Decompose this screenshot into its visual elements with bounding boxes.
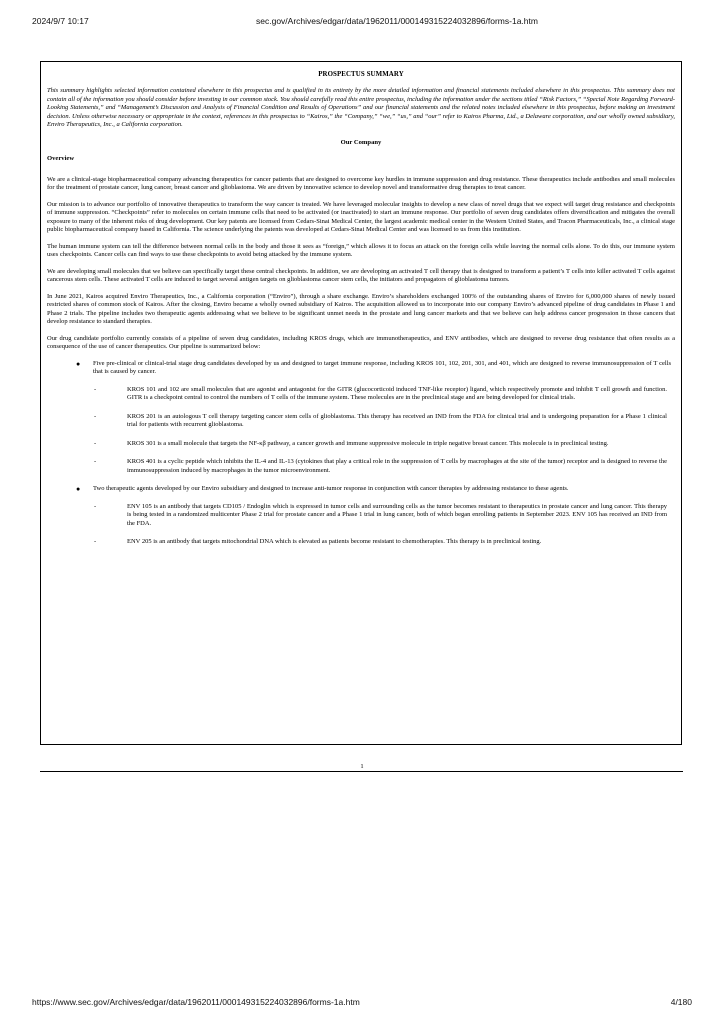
list-item — [47, 485, 675, 547]
page-divider — [40, 771, 683, 772]
bullet-text: Two therapeutic agents developed by our Enviro subsidiary and designed to increase anti-tumor response in conjunction with cancer therapies by addressing resistance to these agents. — [93, 485, 569, 492]
sub-list-item — [93, 503, 671, 529]
print-footer-url: https://www.sec.gov/Archives/edgar/data/1962011/000149315224032896/forms-1a.htm — [32, 997, 360, 1007]
paragraph: We are developing small molecules that we believe can specifically target these central checkpoints. In addition, we are developing an activated T cell therapy that is designed to transform a patient’s T cells into killer activated T cells against cancerous stem cells. These activated T cells are induced to target several antigen targets on glioblastoma cancer stem cells, the initiators and propagators of glioblastoma tumors. — [47, 267, 675, 283]
page-number: 1 — [360, 763, 364, 770]
dash-icon: - — [94, 458, 97, 465]
sub-list — [93, 386, 671, 476]
bullet-text: Five pre-clinical or clinical-trial stage drug candidates developed by us and designed to target immune response, including KROS 101, 102, 201, 301, and 401, which are designed to reverse immunosuppression of T cells that is caused by cancer. — [93, 359, 671, 375]
print-header-url: sec.gov/Archives/edgar/data/1962011/000149315224032896/forms-1a.htm — [256, 16, 538, 26]
sub-item-text: KROS 101 and 102 are small molecules that are agonist and antagonist for the GITR (glucocorticoid induced TNF-like receptor) ligand, which respectively promote and inhibit T cell growth and function. GITR is a checkpoint central to control the numbers of T cells of the immune system. These molecules are in the preclinical stage and are being developed for clinical trials. — [127, 385, 667, 401]
dash-icon: - — [94, 538, 97, 545]
intro-paragraph: This summary highlights selected information contained elsewhere in this prospectus and is qualified in its entirety by the more detailed information and financial statements included elsewhere in this prospectus. This summary does not contain all of the information you should consider before investing in our common stock. You should carefully read this entire prospectus, including the information under the sections titled “Risk Factors,” “Special Note Regarding Forward-Looking Statements,” and “Management’s Discussion and Analysis of Financial Condition and Results of Operations” and our financial statements and the related notes included elsewhere in this prospectus, before making an investment decision. Unless otherwise necessary or appropriate in the context, references in this prospectus to “Kairos,” the “Company,” “we,” “us,” and “our” refer to Kairos Pharma, Ltd., a Delaware corporation, and our wholly owned subsidiary, Enviro Therapeutics, Inc., a California corporation. — [47, 87, 675, 128]
paragraph: Our drug candidate portfolio currently consists of a pipeline of seven drug candidates, including KROS drugs, which are immunotherapeutics, and ENV antibodies, which are designed to reverse drug resistance that often results as a consequence of the use of cancer therapeutics. Our pipeline is summarized below: — [47, 334, 675, 350]
bullet-icon: ● — [76, 485, 81, 493]
paragraph: We are a clinical-stage biopharmaceutical company advancing therapeutics for cancer patients that are designed to overcome key hurdles in immune suppression and drug resistance. These therapeutics include antibodies and small molecules for the treatment of prostate cancer, lung cancer, breast cancer and glioblastoma. We are driven by innovative science to develop novel and transformative drug therapies to treat cancer. — [47, 175, 675, 191]
sub-list-item — [93, 440, 671, 449]
section-title: Our Company — [340, 138, 382, 146]
print-page-count: 4/180 — [670, 997, 692, 1007]
document-title: PROSPECTUS SUMMARY — [318, 71, 404, 78]
document-frame — [40, 61, 682, 745]
sub-item-text: ENV 105 is an antibody that targets CD105 / Endoglin which is expressed in tumor cells and surrounding cells as the tumor becomes resistant to therapeutics in prostate cancer and lung cancer. This therapy is being tested in a randomized multicenter Phase 2 trial for prostate cancer and a Phase 1 trial in lung cancer, both of which began enrolling patients in September 2023. ENV 105 has received an IND from the FDA. — [127, 502, 667, 527]
sub-item-text: ENV 205 is an antibody that targets mitochondrial DNA which is elevated as patients become resistant to chemotherapies. This therapy is in preclinical testing. — [127, 538, 542, 545]
bullet-icon: ● — [76, 359, 81, 368]
pipeline-list — [47, 360, 675, 547]
sub-list-item — [93, 386, 671, 403]
print-timestamp: 2024/9/7 10:17 — [32, 16, 89, 26]
list-item — [47, 360, 675, 476]
sub-list-item — [93, 413, 671, 430]
sub-list-item — [93, 538, 671, 547]
sub-item-text: KROS 401 is a cyclic peptide which inhibits the IL-4 and IL-13 (cytokines that play a critical role in the suppression of T cells by macrophages at the site of the tumor) receptor and is designed to reverse the immunosuppression induced by macrophages in the tumor microenvironment. — [127, 458, 667, 474]
dash-icon: - — [94, 412, 97, 420]
paragraph: In June 2021, Kairos acquired Enviro Therapeutics, Inc., a California corporation (“Enviro”), through a share exchange. Enviro’s shareholders exchanged 100% of the outstanding shares of Enviro for 6,000,000 shares of newly issued restricted shares of common stock of Kairos. After the closing, Enviro became a wholly owned subsidiary of Kairos. The acquisition allowed us to incorporate into our company Enviro’s advanced pipeline of drug candidates in Phase 1 and Phase 2 trials. The pipeline includes two therapeutic agents addressing what we believe to be significant unmet needs in the prostate and lung cancer markets and that we believe can help address cancer progression in those cancers that develop resistance to standard therapies. — [47, 292, 675, 325]
sub-list-item — [93, 458, 671, 475]
print-header — [32, 16, 692, 28]
sub-list — [93, 503, 671, 547]
sub-item-text: KROS 301 is a small molecule that targets the NF-κβ pathway, a cancer growth and immune suppressive molecule in triple negative breast cancer. This molecule is in preclinical testing. — [127, 439, 609, 447]
sub-item-text: KROS 201 is an autologous T cell therapy targeting cancer stem cells of glioblastoma. This therapy has received an IND from the FDA for clinical trial and is undergoing preparation for a Phase 1 clinical trial for patients with recurrent glioblastoma. — [127, 412, 667, 428]
dash-icon: - — [94, 502, 97, 510]
paragraph: The human immune system can tell the difference between normal cells in the body and those it sees as “foreign,” which allows it to focus an attack on the foreign cells while leaving the normal cells alone. To do this, our immune system uses checkpoints. Cancer cells can find ways to use these checkpoints to avoid being attacked by the immune system. — [47, 242, 675, 258]
subsection-title: Overview — [47, 154, 75, 162]
print-footer — [32, 997, 692, 1009]
paragraph: Our mission is to advance our portfolio of innovative therapeutics to transform the way cancer is treated. We have leveraged molecular insights to develop a new class of novel drugs that we expect will target drug resistance and checkpoints of immune suppression. “Checkpoints” refer to molecules on certain immune cells that need to be activated (or inactivated) to start an immune response. Our portfolio of seven drug candidates offers diversification and mitigates the overall exposure to many of the inherent risks of drug development. Our key patents are licensed from Cedars-Sinai Medical Center, the largest academic medical center in the Western United States, and Tracon Pharmaceuticals, Inc., a clinical stage public biopharmaceutical company based in California. The science underlying the patents was developed at Cedars-Sinai Medical Center and was licensed to us from this institution. — [47, 200, 675, 233]
dash-icon: - — [94, 439, 97, 447]
dash-icon: - — [94, 385, 97, 393]
